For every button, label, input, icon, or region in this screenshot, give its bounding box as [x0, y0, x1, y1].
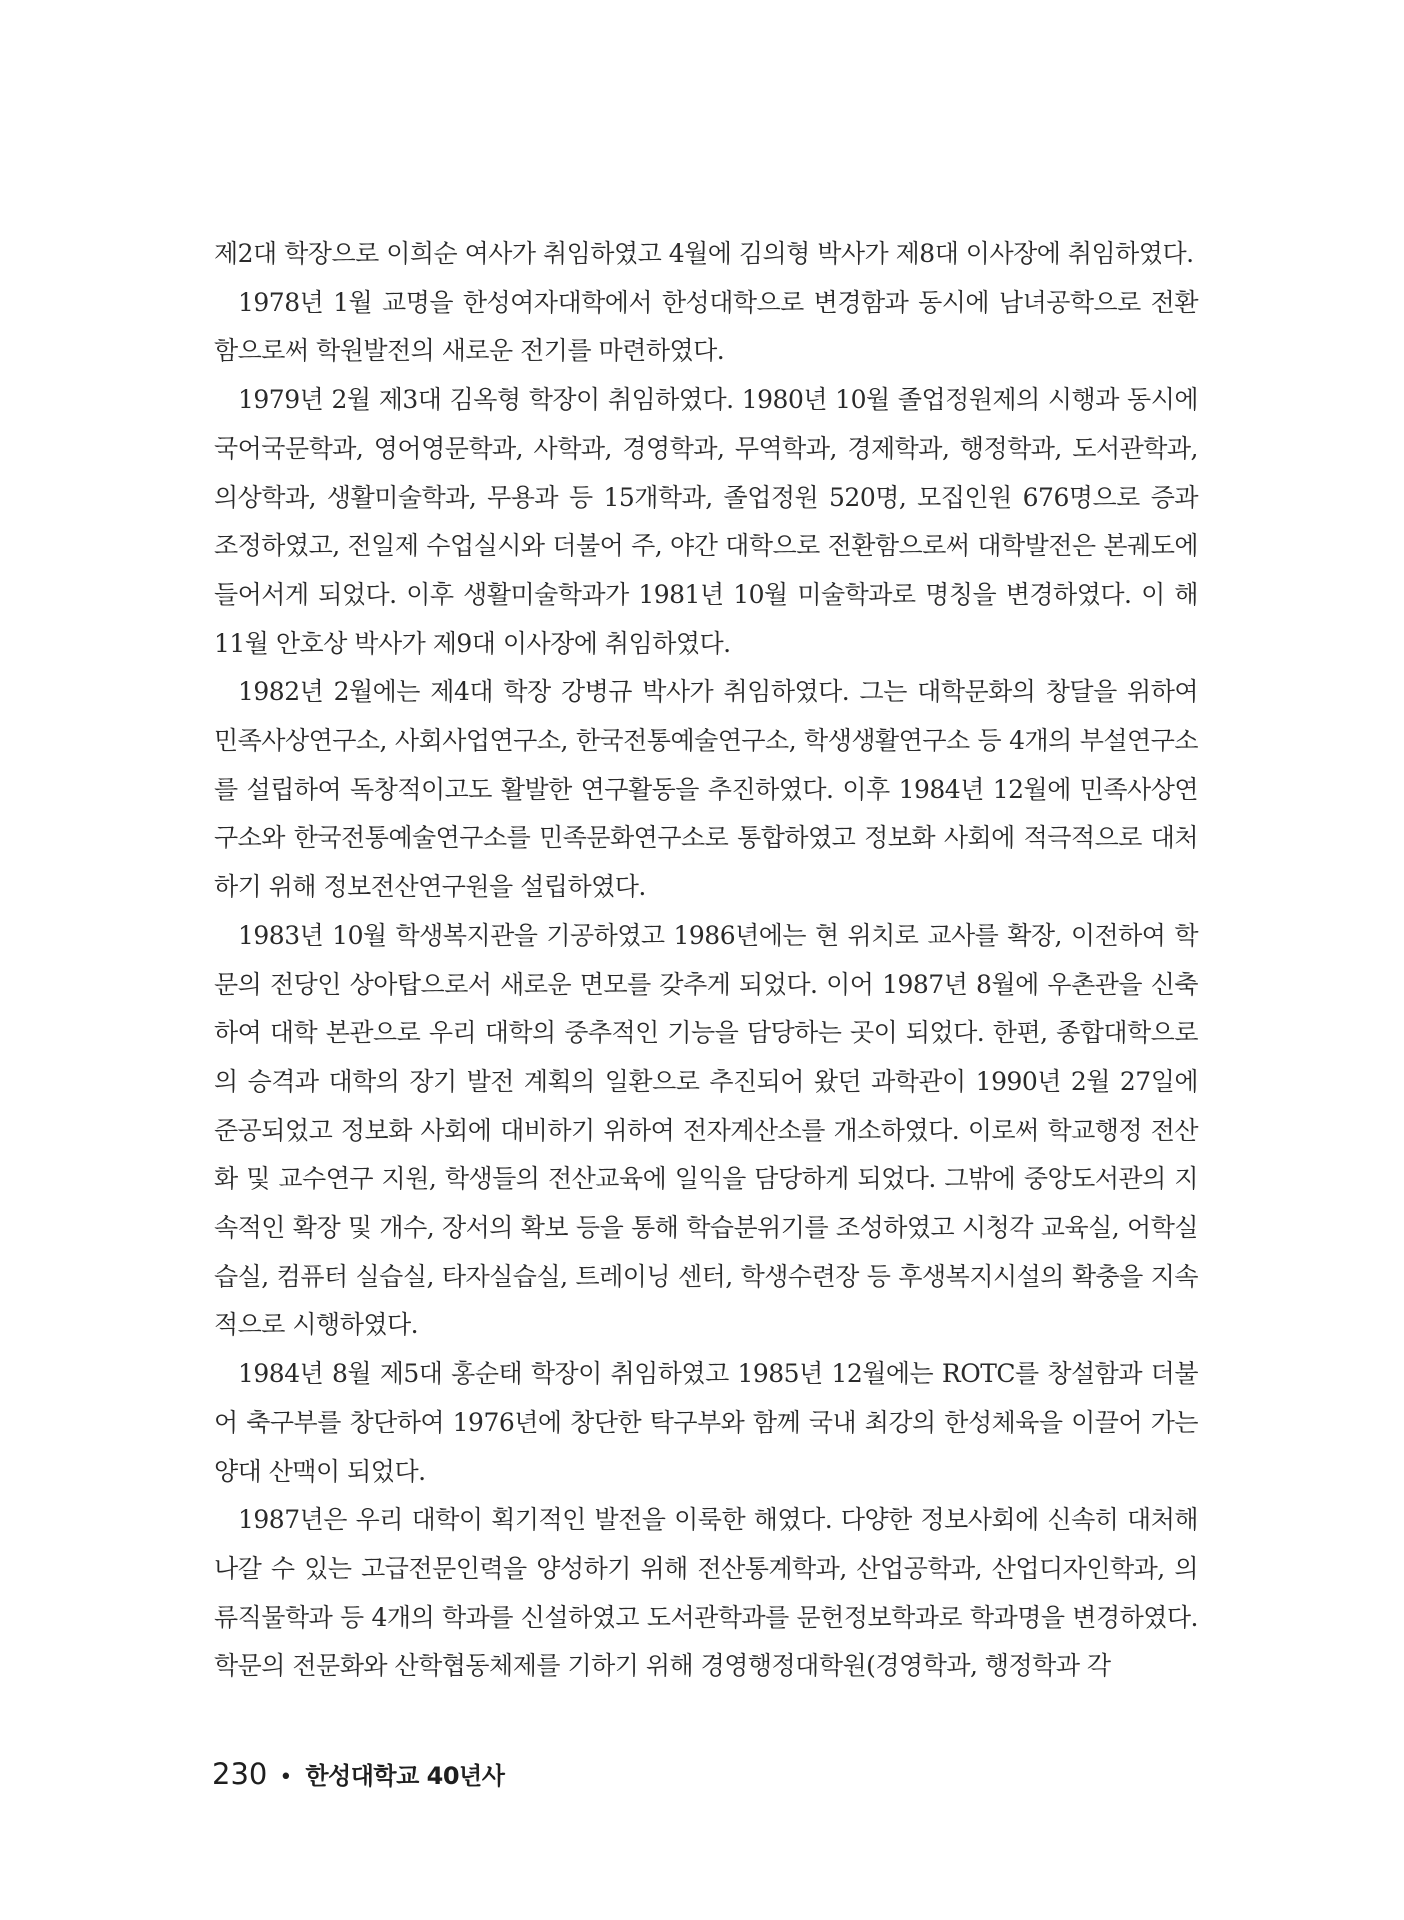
paragraph-4: 1982년 2월에는 제4대 학장 강병규 박사가 취임하였다. 그는 대학문화의 창달을 위하여 민족사상연구소, 사회사업연구소, 한국전통예술연구소, 학생생활연구소 등 4개의 부설연구소를 설립하여 독창적이고도 활발한 연구활동을 추진하였다. 이후 1984년 12월에 민족사상연구소와 한국전통예술연구소를 민족문화연구소로 통합하였고 정보화 사회에 적극적으로 대처하기 위해 정보전산연구원을 설립하였다. — [214, 677, 1198, 902]
paragraph-7: 1987년은 우리 대학이 획기적인 발전을 이룩한 해였다. 다양한 정보사회에 신속히 대처해 나갈 수 있는 고급전문인력을 양성하기 위해 전산통계학과, 산업공학과, 산업디자인학과, 의류직물학과 등 4개의 학과를 신설하였고 도서관학과를 문헌정보학과로 학과명을 변경하였다. 학문의 전문화와 산학협동체제를 기하기 위해 경영행정대학원(경영학과, 행정학과 각 — [214, 1505, 1198, 1681]
body-text — [214, 230, 1198, 1691]
paragraph-5: 1983년 10월 학생복지관을 기공하였고 1986년에는 현 위치로 교사를 확장, 이전하여 학문의 전당인 상아탑으로서 새로운 면모를 갖추게 되었다. 이어 1987년 8월에 우촌관을 신축하여 대학 본관으로 우리 대학의 중추적인 기능을 담당하는 곳이 되었다. 한편, 종합대학으로의 승격과 대학의 장기 발전 계획의 일환으로 추진되어 왔던 과학관이 1990년 2월 27일에 준공되었고 정보화 사회에 대비하기 위하여 전자계산소를 개소하였다. 이로써 학교행정 전산화 및 교수연구 지원, 학생들의 전산교육에 일익을 담당하게 되었다. 그밖에 중앙도서관의 지속적인 확장 및 개수, 장서의 확보 등을 통해 학습분위기를 조성하였고 시청각 교육실, 어학실습실, 컴퓨터 실습실, 타자실습실, 트레이닝 센터, 학생수련장 등 후생복지시설의 확충을 지속적으로 시행하였다. — [214, 920, 1198, 1340]
paragraph-3: 1979년 2월 제3대 김옥형 학장이 취임하였다. 1980년 10월 졸업정원제의 시행과 동시에 국어국문학과, 영어영문학과, 사학과, 경영학과, 무역학과, 경제학과, 행정학과, 도서관학과, 의상학과, 생활미술학과, 무용과 등 15개학과, 졸업정원 520명, 모집인원 676명으로 증과 조정하였고, 전일제 수업실시와 더불어 주, 야간 대학으로 전환함으로써 대학발전은 본궤도에 들어서게 되었다. 이후 생활미술학과가 1981년 10월 미술학과로 명칭을 변경하였다. 이 해 11월 안호상 박사가 제9대 이사장에 취임하였다. — [214, 385, 1198, 658]
footer-bullet: • — [279, 1765, 293, 1790]
page-number: 230 — [212, 1757, 268, 1791]
page-footer — [212, 1756, 504, 1791]
paragraph-6: 1984년 8월 제5대 홍순태 학장이 취임하였고 1985년 12월에는 ROTC를 창설함과 더불어 축구부를 창단하여 1976년에 창단한 탁구부와 함께 국내 최강의 한성체육을 이끌어 가는 양대 산맥이 되었다. — [214, 1359, 1198, 1486]
paragraph-2: 1978년 1월 교명을 한성여자대학에서 한성대학으로 변경함과 동시에 남녀공학으로 전환함으로써 학원발전의 새로운 전기를 마련하였다. — [214, 287, 1198, 366]
book-title: 한성대학교 40년사 — [305, 1762, 505, 1790]
paragraph-1: 제2대 학장으로 이희순 여사가 취임하였고 4월에 김의형 박사가 제8대 이사장에 취임하였다. — [214, 239, 1194, 268]
